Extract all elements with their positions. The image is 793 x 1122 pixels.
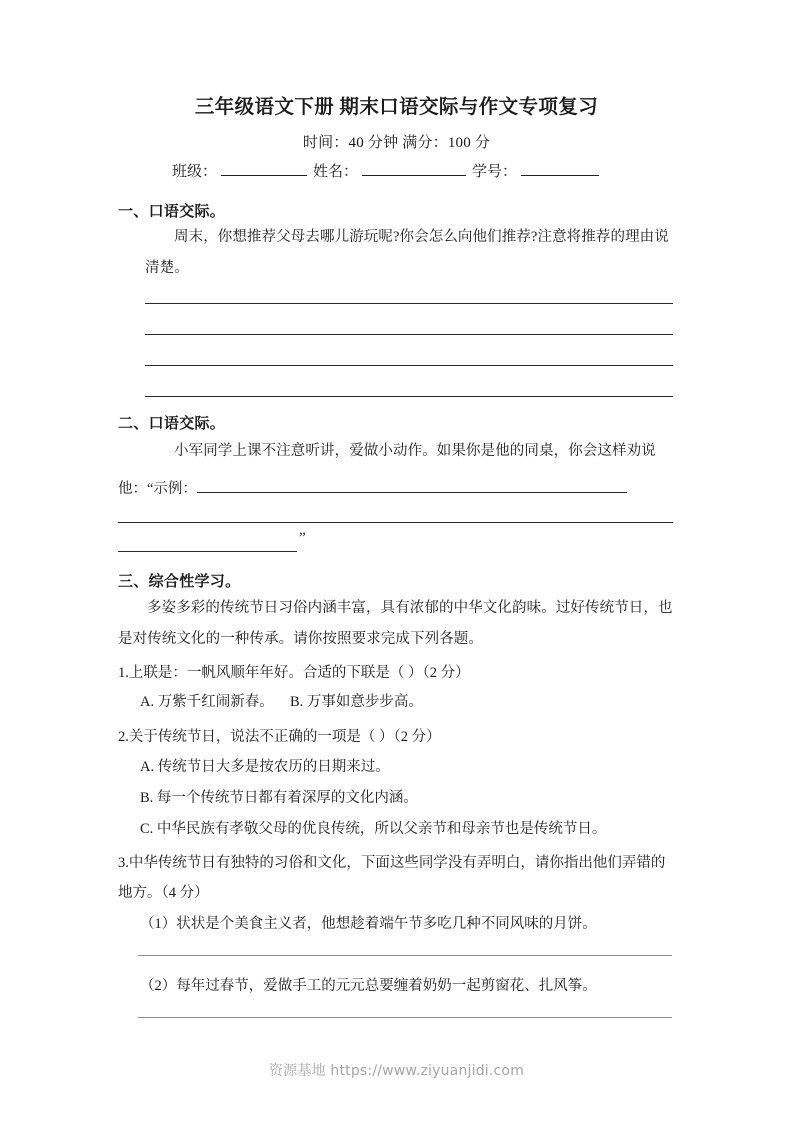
- page-title: 三年级语文下册 期末口语交际与作文专项复习: [194, 97, 599, 118]
- question-2-option-a[interactable]: A. 传统节日大多是按农历的日期来过。: [140, 759, 390, 775]
- student-number-blank[interactable]: [521, 161, 599, 176]
- question-1-option-b[interactable]: B. 万事如意步步高。: [290, 694, 423, 710]
- question-3-subitem-1: （1）状状是个美食主义者，他想趁着端午节多吃几种不同风味的月饼。: [140, 916, 597, 932]
- answer-line-2-2[interactable]: [118, 522, 673, 523]
- section-2-example-label: 他：“示例：: [118, 481, 197, 497]
- answer-line-3-1[interactable]: [138, 955, 672, 956]
- name-label: 姓名：: [313, 164, 359, 180]
- question-2-text: 关于传统节日，说法不正确的一项是（ ）（2 分）: [128, 729, 441, 745]
- footer-watermark: 资源基地 https://www.ziyuanjidi.com: [268, 1063, 525, 1079]
- section-2-prompt-line-2: [118, 474, 627, 504]
- question-2-stem: [118, 722, 441, 752]
- section-heading-3: 三、综合性学习。: [118, 574, 241, 590]
- answer-line-3-2[interactable]: [138, 1017, 672, 1018]
- answer-line-1-2[interactable]: [145, 334, 673, 335]
- student-number-label: 学号：: [472, 164, 518, 180]
- answer-line-2-3[interactable]: [118, 551, 297, 552]
- question-2-option-b[interactable]: B. 每一个传统节日都有着深厚的文化内涵。: [140, 790, 418, 806]
- section-1-prompt: 周末，你想推荐父母去哪儿游玩呢?你会怎么向他们推荐?注意将推荐的理由说清楚。: [145, 229, 669, 276]
- question-3-stem: [118, 848, 675, 908]
- question-2-option-c[interactable]: C. 中华民族有孝敬父母的优良传统，所以父亲节和母亲节也是传统节日。: [140, 821, 607, 837]
- section-2-closing-quote: ”: [299, 530, 306, 546]
- answer-line-1-1[interactable]: [145, 303, 673, 304]
- section-heading-1: 一、口语交际。: [118, 204, 226, 220]
- student-info-row: [172, 160, 632, 181]
- answer-line-1-4[interactable]: [145, 396, 673, 397]
- section-3-prompt: 多姿多彩的传统节日习俗内涵丰富，具有浓郁的中华文化韵味。过好传统节日，也是对传统文化的一种传承。请你按照要求完成下列各题。: [118, 600, 673, 647]
- section-heading-2: 二、口语交际。: [118, 416, 226, 432]
- question-1-text: 上联是：一帆风顺年年好。合适的下联是（ ）（2 分）: [128, 665, 470, 681]
- exam-meta-subtitle: 时间：40 分钟 满分：100 分: [302, 135, 491, 151]
- question-3-text: 中华传统节日有独特的习俗和文化，下面这些同学没有弄明白，请你指出他们弄错的地方。（4 分）: [118, 855, 666, 901]
- question-2-number: 2.: [118, 729, 129, 745]
- answer-line-1-3[interactable]: [145, 365, 673, 366]
- name-blank[interactable]: [362, 161, 466, 176]
- answer-blank-2-1[interactable]: [197, 479, 627, 493]
- question-3-number: 3.: [118, 855, 129, 871]
- class-label: 班级：: [172, 164, 218, 180]
- section-2-prompt-line-1: 小军同学上课不注意听讲，爱做小动作。如果你是他的同桌，你会这样劝说: [174, 443, 656, 459]
- question-1-number: 1.: [118, 665, 129, 681]
- question-1-option-a[interactable]: A. 万紫千红闹新春。: [140, 694, 274, 710]
- question-3-subitem-2: （2）每年过春节，爱做手工的元元总要缠着奶奶一起剪窗花、扎风筝。: [140, 978, 597, 994]
- question-1-stem: [118, 658, 470, 688]
- class-blank[interactable]: [221, 161, 307, 176]
